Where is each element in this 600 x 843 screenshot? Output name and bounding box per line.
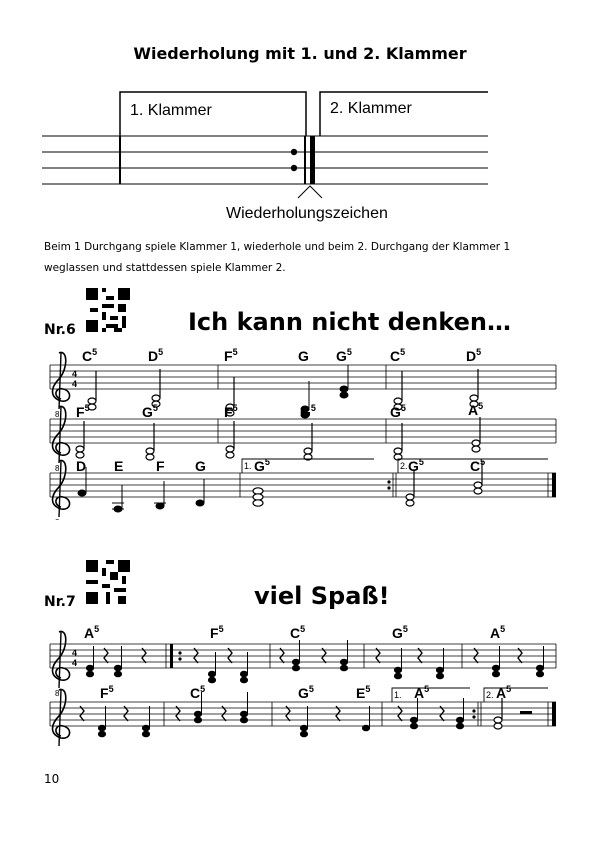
chord-label: $F^5$ xyxy=(210,624,224,641)
song-title: viel Spaß! xyxy=(254,582,390,610)
repeat-sign-label: Wiederholungszeichen xyxy=(226,205,388,222)
instructions-text: Beim 1 Durchgang spiele Klammer 1, wiederhole und beim 2. Durchgang der Klammer 1 weglassen und stattdessen spiele Klammer 2. xyxy=(44,241,511,274)
page-number: 10 xyxy=(44,772,60,786)
chord-label: $D^5$ xyxy=(466,347,482,364)
chord-label: $D^5$ xyxy=(148,347,164,364)
chord-label: $C^5$ xyxy=(82,347,98,364)
chord-label: $C^5$ xyxy=(290,624,306,641)
chord-label: $F^5$ xyxy=(100,684,114,701)
chord-label: $F^5$ xyxy=(224,403,238,420)
ending-1-bracket xyxy=(392,688,470,702)
ending-2-label: 2. xyxy=(486,690,494,700)
repeat-dot xyxy=(291,149,297,155)
chord-label: $C^5$ xyxy=(390,347,406,364)
half-rest xyxy=(520,711,532,714)
svg-text:4: 4 xyxy=(72,369,78,379)
chord-label: $A^5$ xyxy=(490,624,506,641)
chord-label: D xyxy=(76,458,87,474)
score-song-7: 8 44 $A^5$ $F^5$ $C^5$ $G^5$ $A^5$ 1. 2. $F^5$ $C^5$ $G^5$ $E^5$ $A^5$ $A^5$ xyxy=(0,618,600,748)
chord-label: $G^5$ xyxy=(390,403,406,420)
chord-label: $G^5$ xyxy=(254,457,270,474)
repeat-diagram xyxy=(0,80,600,230)
chord-label: $G^5$ xyxy=(298,684,314,701)
svg-text:4: 4 xyxy=(72,658,78,668)
chord-label: F xyxy=(156,458,165,474)
bracket-2-label: 2. Klammer xyxy=(330,100,412,117)
page-title: Wiederholung mit 1. und 2. Klammer xyxy=(133,44,467,63)
qr-code-icon xyxy=(86,560,130,604)
chord-label: $G^5$ xyxy=(336,347,352,364)
chord-label: $G^5$ xyxy=(408,457,424,474)
song-number: Nr.6 xyxy=(44,322,76,338)
staff-system xyxy=(50,684,556,748)
chord-label: $C^5$ xyxy=(470,457,486,474)
ending-1-label: 1. xyxy=(244,461,252,471)
chord-label: $A^5$ xyxy=(468,401,484,418)
song-title: Ich kann nicht denken… xyxy=(188,308,511,336)
svg-text:4: 4 xyxy=(72,379,78,389)
chord-label: $A^5$ xyxy=(414,684,430,701)
chord-label: $E^5$ xyxy=(356,684,371,701)
repeat-bar xyxy=(310,136,315,184)
chord-label: G xyxy=(298,348,309,364)
ending-1-label: 1. xyxy=(394,690,402,700)
score-song-6: 8 44 $C^5$ $D^5$ $F^5$ G $G^5$ $C^5$ $D^5$ $F^5$ $G^5$ $F^5$ $G^5$ $G^5$ $A^5$ 1. 2. D E F G $G^5$ $G^5$ $C^5$ xyxy=(0,345,600,520)
bracket-1-label: 1. Klammer xyxy=(130,102,212,119)
chord-label: $F^5$ xyxy=(76,403,90,420)
staff-system xyxy=(50,457,556,520)
qr-code-icon xyxy=(86,288,130,332)
ending-2-bracket xyxy=(484,688,548,702)
ending-2-label: 2. xyxy=(400,461,408,471)
chord-label: $C^5$ xyxy=(190,684,206,701)
song-number: Nr.7 xyxy=(44,594,76,610)
chord-label: E xyxy=(114,458,124,474)
chord-label: $F^5$ xyxy=(224,347,238,364)
svg-text:4: 4 xyxy=(72,648,78,658)
chord-label: $G^5$ xyxy=(392,624,408,641)
chord-label: $G^5$ xyxy=(142,403,158,420)
chord-label: $A^5$ xyxy=(496,684,512,701)
chord-label: $G^5$ xyxy=(300,403,316,420)
chord-label: $A^5$ xyxy=(84,624,100,641)
chord-label: G xyxy=(195,458,206,474)
repeat-dot xyxy=(291,165,297,171)
